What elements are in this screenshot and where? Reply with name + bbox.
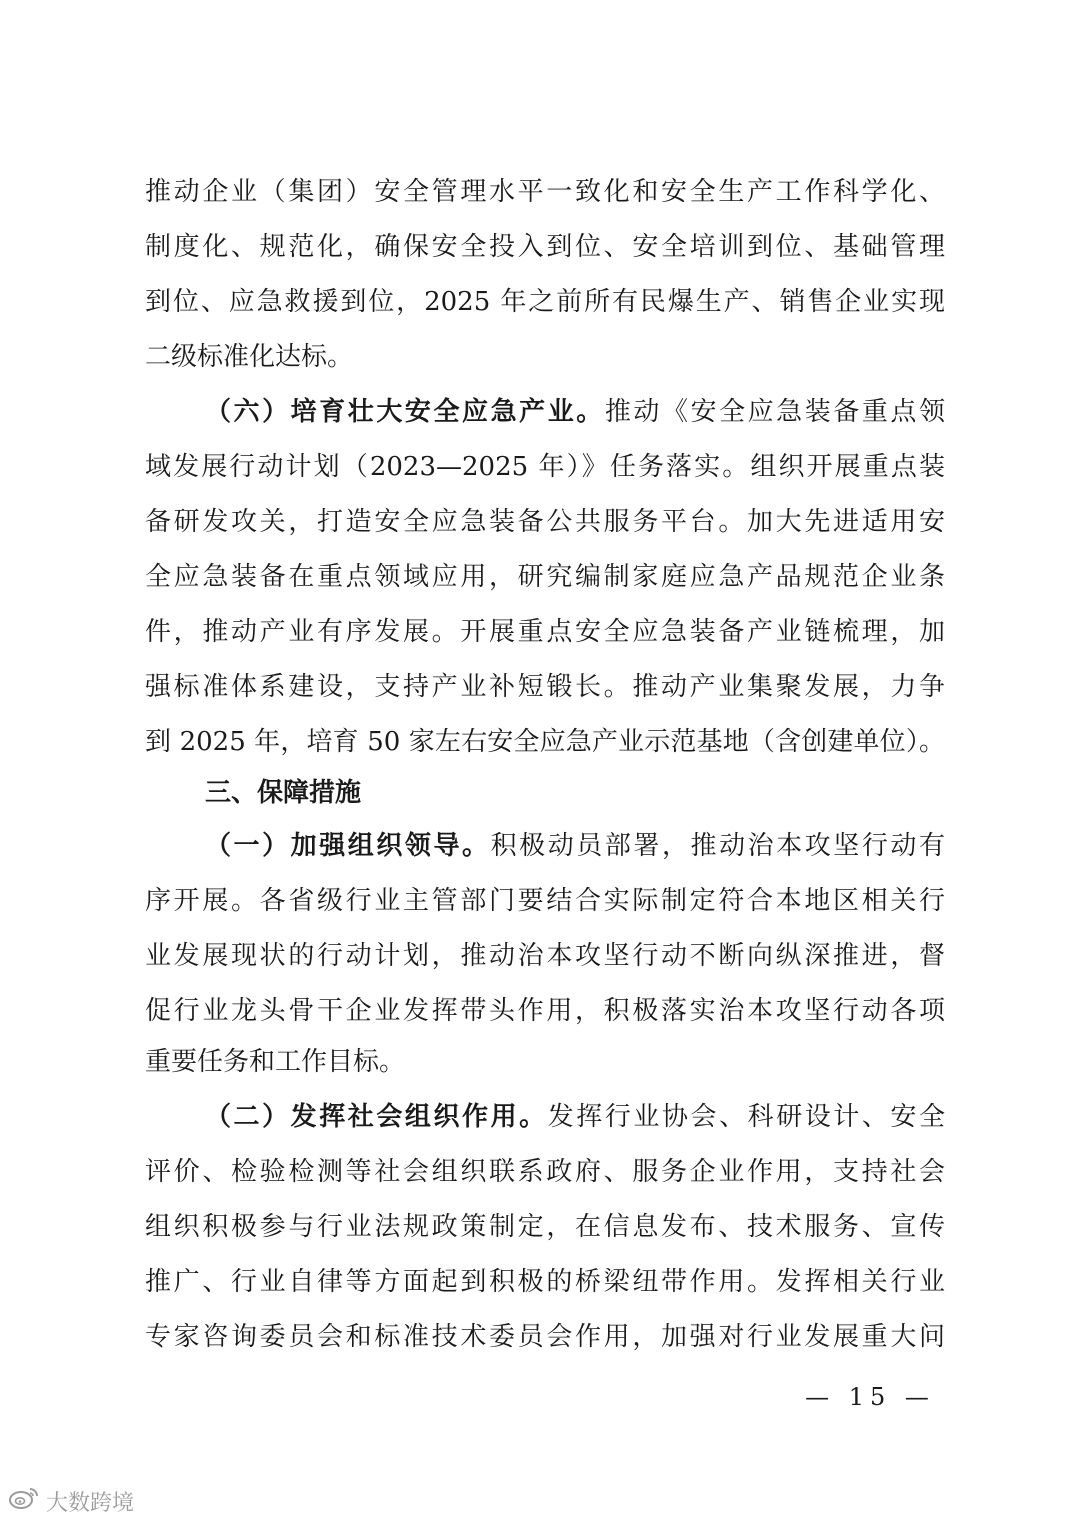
text-line: 强标准体系建设，支持产业补短锻长。推动产业集聚发展，力争: [145, 672, 945, 702]
text-line: 件，推动产业有序发展。开展重点安全应急装备产业链梳理，加: [145, 617, 945, 647]
section-3-1-heading: （一）加强组织领导。: [205, 831, 491, 861]
section-3-2-first-line: [205, 1097, 945, 1137]
text-line: 重要任务和工作目标。: [145, 1047, 406, 1077]
text-line: 评价、检验检测等社会组织联系政府、服务企业作用，支持社会: [145, 1157, 945, 1187]
section-6-heading: （六）培育壮大安全应急产业。: [205, 397, 605, 427]
section-6-first-line: [205, 392, 945, 432]
text-line: 组织积极参与行业法规政策制定，在信息发布、技术服务、宣传: [145, 1212, 945, 1242]
section-3-title: 三、保障措施: [205, 778, 362, 808]
section-3-2-heading: （二）发挥社会组织作用。: [205, 1102, 548, 1132]
text-line: 制度化、规范化，确保安全投入到位、安全培训到位、基础管理: [145, 232, 945, 262]
text-line: 全应急装备在重点领域应用，研究编制家庭应急产品规范企业条: [145, 562, 945, 592]
section-6-text: 推动《安全应急装备重点领: [604, 397, 945, 427]
text-line: 业发展现状的行动计划，推动治本攻坚行动不断向纵深推进，督: [145, 941, 945, 971]
section-3-2-text: 发挥行业协会、科研设计、安全: [547, 1102, 945, 1132]
weibo-logo-icon: [8, 1485, 40, 1517]
text-line: 推广、行业自律等方面起到积极的桥梁纽带作用。发挥相关行业: [145, 1267, 945, 1297]
text-line: 域发展行动计划（2023—2025 年）》任务落实。组织开展重点装: [145, 452, 945, 482]
section-3-1-text: 积极动员部署，推动治本攻坚行动有: [490, 831, 945, 861]
watermark-text: 大数跨境: [46, 1490, 135, 1516]
text-line: 到位、应急救援到位，2025 年之前所有民爆生产、销售企业实现: [145, 287, 945, 317]
text-line: 备研发攻关，打造安全应急装备公共服务平台。加大先进适用安: [145, 507, 945, 537]
text-line: 二级标准化达标。: [145, 342, 354, 372]
text-line: 专家咨询委员会和标准技术委员会作用，加强对行业发展重大问: [145, 1322, 945, 1352]
watermark: [8, 1484, 134, 1518]
page-number: — 15 —: [805, 1383, 935, 1411]
text-line: 到 2025 年，培育 50 家左右安全应急产业示范基地（含创建单位）。: [145, 727, 945, 757]
text-line: 促行业龙头骨干企业发挥带头作用，积极落实治本攻坚行动各项: [145, 996, 945, 1026]
text-line: 序开展。各省级行业主管部门要结合实际制定符合本地区相关行: [145, 886, 945, 916]
section-3-1-first-line: [205, 826, 945, 866]
text-line: 推动企业（集团）安全管理水平一致化和安全生产工作科学化、: [145, 177, 945, 207]
